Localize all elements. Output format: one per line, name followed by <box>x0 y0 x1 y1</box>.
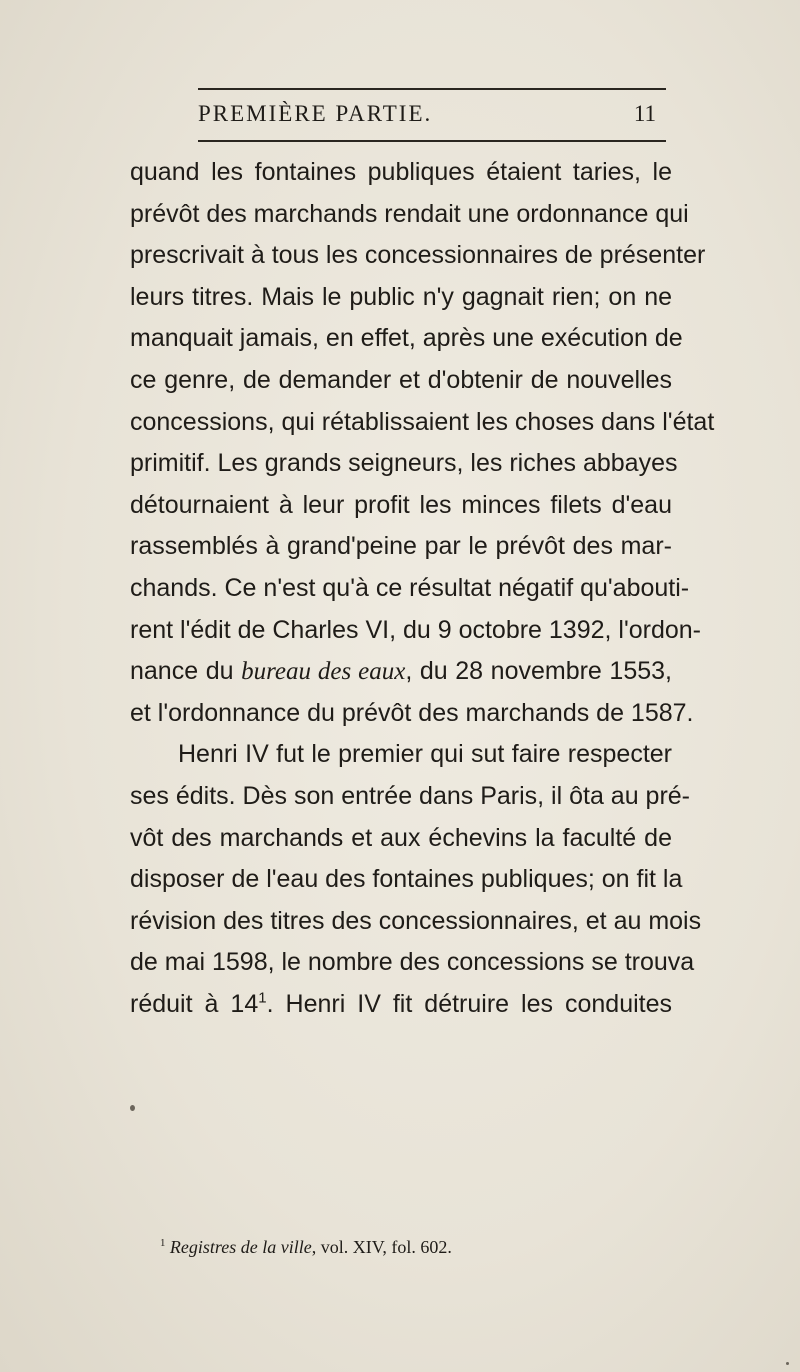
header-rule-top <box>198 88 666 90</box>
italic-title: bureau des eaux <box>241 658 406 686</box>
text-line: ses édits. Dès son entrée dans Paris, il ôta au pré- <box>130 781 691 810</box>
footnote <box>160 1234 720 1260</box>
header-rule-bottom <box>198 140 666 142</box>
text-line: rent l'édit de Charles VI, du 9 octobre 1392, l'ordon- <box>130 615 701 644</box>
text-segment: , du 28 novembre 1553, <box>405 657 672 686</box>
text-line <box>130 651 672 693</box>
text-line: révision des titres des concessionnaires, et au mois <box>130 906 702 935</box>
running-title: PREMIÈRE PARTIE. <box>198 101 433 126</box>
text-line: détournaient à leur profit les minces filets d'eau <box>130 490 672 519</box>
text-line: leurs titres. Mais le public n'y gagnait rien; on ne <box>130 282 672 311</box>
text-line-paragraph-start: Henri IV fut le premier qui sut faire respecter <box>178 740 672 769</box>
text-line: de mai 1598, le nombre des concessions se trouva <box>130 948 695 977</box>
footnote-rest: , vol. XIV, fol. 602. <box>311 1237 452 1257</box>
ink-speck <box>130 1105 135 1111</box>
page-number: 11 <box>633 101 656 126</box>
footnote-marker: 1 <box>160 1237 166 1249</box>
text-segment: nance du <box>130 657 242 686</box>
footnote-title: Registres de la ville <box>169 1237 312 1257</box>
text-segment: réduit à 14 <box>130 989 259 1018</box>
text-segment: . Henri IV fit détruire les conduites <box>266 989 673 1018</box>
text-line: primitif. Les grands seigneurs, les riches abbayes <box>130 449 678 478</box>
text-line: prévôt des marchands rendait une ordonnance qui <box>130 199 689 228</box>
text-line: ce genre, de demander et d'obtenir de nouvelles <box>130 365 672 394</box>
text-line <box>130 984 672 1026</box>
ink-speck <box>786 1362 789 1365</box>
text-line: disposer de l'eau des fontaines publiques; on fit la <box>130 865 683 894</box>
running-head <box>198 94 656 134</box>
text-line: vôt des marchands et aux échevins la faculté de <box>130 823 672 852</box>
body-text <box>130 152 715 1025</box>
footnote-reference: 1 <box>258 989 267 1007</box>
text-line: chands. Ce n'est qu'à ce résultat négatif qu'abouti- <box>130 573 690 602</box>
text-line: concessions, qui rétablissaient les choses dans l'état <box>130 407 715 436</box>
text-line: et l'ordonnance du prévôt des marchands de 1587. <box>130 698 694 727</box>
text-line: rassemblés à grand'peine par le prévôt des mar- <box>130 532 672 561</box>
text-line: prescrivait à tous les concessionnaires de présenter <box>130 241 706 270</box>
text-line: manquait jamais, en effet, après une exécution de <box>130 324 683 353</box>
text-line: quand les fontaines publiques étaient taries, le <box>130 158 672 186</box>
